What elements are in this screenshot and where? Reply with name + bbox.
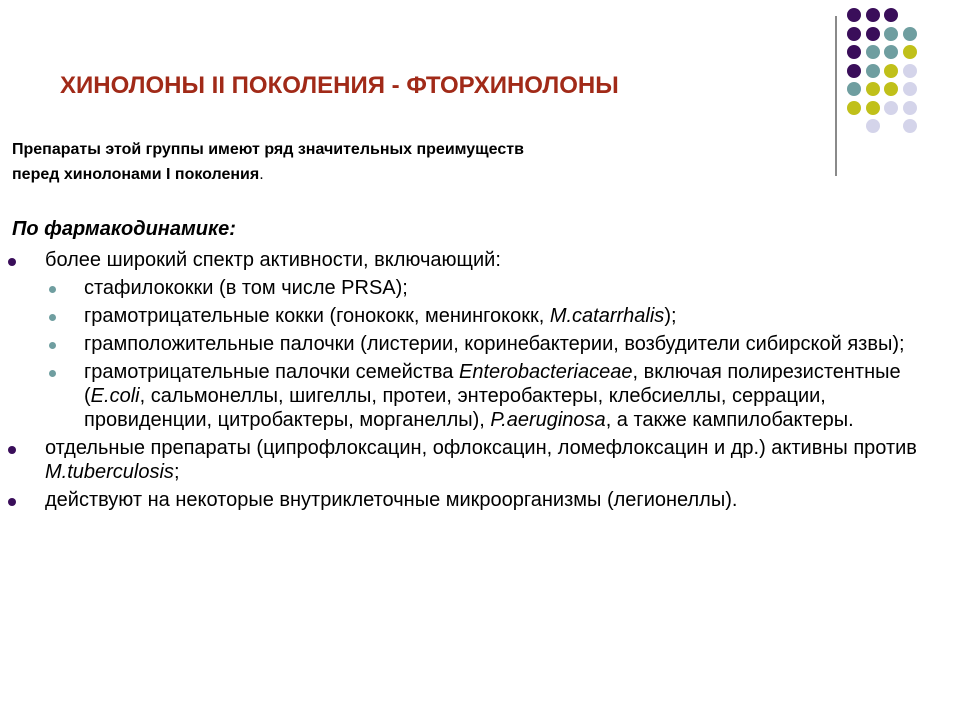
decorative-dot <box>847 64 861 78</box>
sub-bullet-icon <box>49 314 56 321</box>
decorative-dot <box>884 64 898 78</box>
intro-line-1: Препараты этой группы имеют ряд значительных преимуществ <box>12 141 524 158</box>
decorative-dot <box>847 45 861 59</box>
bullet-list <box>0 248 960 516</box>
bullet-icon <box>8 258 16 266</box>
decorative-dot <box>884 82 898 96</box>
decorative-dot <box>866 8 880 22</box>
decorative-dot <box>903 64 917 78</box>
decorative-dot <box>866 119 880 133</box>
decorative-dot <box>866 27 880 41</box>
bullet-broad-spectrum: более широкий спектр активности, включающий: <box>0 248 960 272</box>
intro-text <box>12 137 524 187</box>
intro-line-2: перед хинолонами I поколения. <box>12 166 264 183</box>
decorative-dot <box>847 27 861 41</box>
decorative-dot <box>866 45 880 59</box>
sub-bullet-gram-negative-rods: грамотрицательные палочки семейства Enterobacteriaceae, включая полирезистентные (E.coli, сальмонеллы, шигеллы, протеи, энтеробактеры, клебсиеллы, серрации, провиденции, цитробактеры, морганеллы), P.aeruginosa, а также кампилобактеры. <box>0 360 960 432</box>
bullet-intracellular: действуют на некоторые внутриклеточные микроорганизмы (легионеллы). <box>0 488 960 512</box>
decorative-dot <box>884 27 898 41</box>
sub-bullet-staphylococci: стафилококки (в том числе PRSA); <box>0 276 960 300</box>
decorative-dot <box>866 101 880 115</box>
divider-line <box>835 16 837 176</box>
decorative-dot <box>866 82 880 96</box>
sub-bullet-icon <box>49 286 56 293</box>
sub-bullet-gram-positive-rods: грамположительные палочки (листерии, коринебактерии, возбудители сибирской язвы); <box>0 332 960 356</box>
decorative-dot <box>884 8 898 22</box>
decorative-dot <box>903 82 917 96</box>
section-heading: По фармакодинамике: <box>12 218 236 240</box>
decorative-dot <box>847 82 861 96</box>
slide-title: ХИНОЛОНЫ II ПОКОЛЕНИЯ - ФТОРХИНОЛОНЫ <box>60 72 619 99</box>
decorative-dot <box>884 101 898 115</box>
bullet-icon <box>8 446 16 454</box>
decorative-dot <box>866 64 880 78</box>
decorative-dot <box>884 45 898 59</box>
decorative-dot <box>847 101 861 115</box>
sub-bullet-icon <box>49 370 56 377</box>
bullet-tuberculosis: отдельные препараты (ципрофлоксацин, офлоксацин, ломефлоксацин и др.) активны против M.tuberculosis; <box>0 436 960 484</box>
decorative-dot <box>903 119 917 133</box>
sub-bullet-gram-negative-cocci: грамотрицательные кокки (гонококк, менингококк, M.catarrhalis); <box>0 304 960 328</box>
bullet-icon <box>8 498 16 506</box>
decorative-dot <box>847 8 861 22</box>
decorative-dot <box>903 45 917 59</box>
sub-bullet-icon <box>49 342 56 349</box>
decorative-dot <box>903 101 917 115</box>
decorative-dot <box>903 27 917 41</box>
